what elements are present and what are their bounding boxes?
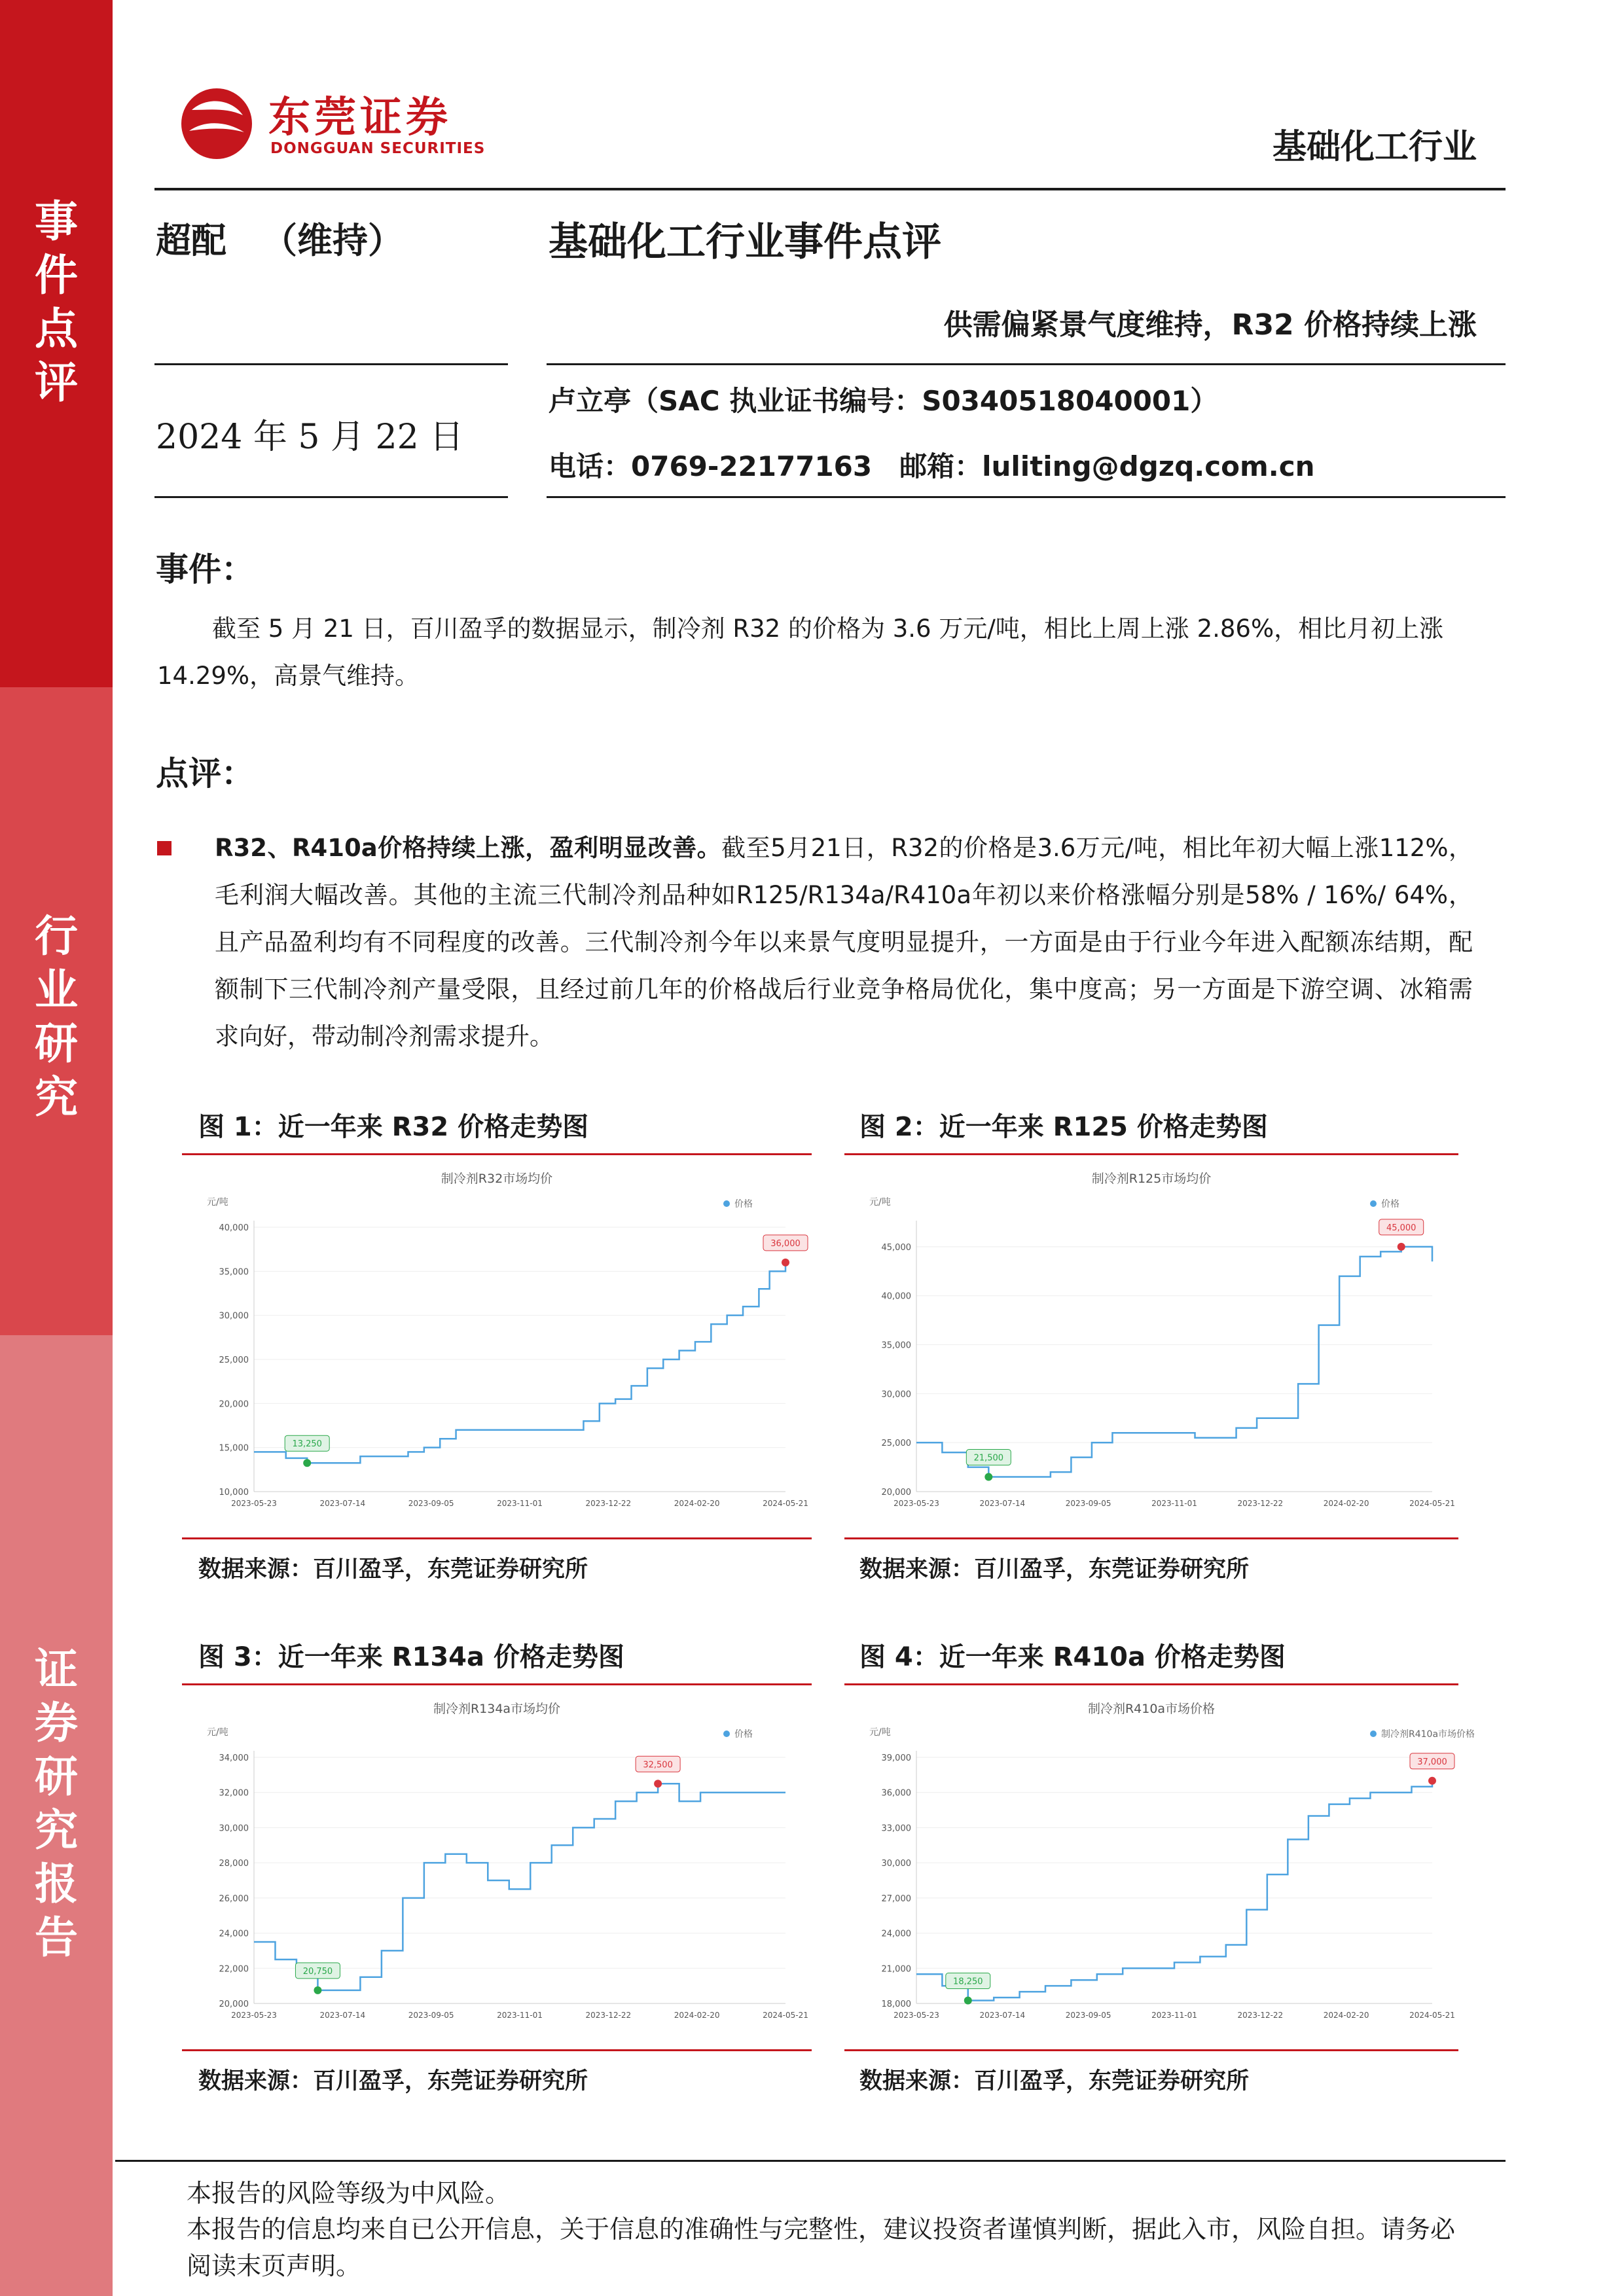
comment-text: 截至5月21日，R32的价格是3.6万元/吨，相比年初大幅上涨112%，毛利润大幅改善。其他的主流三代制冷剂品种如R125/R134a/R410a年初以来价格涨幅分别是58% / 16%/ 64%，且产品盈利均有不同程度的改善。三代制冷剂今年以来景气度明显提升，一方面是由于行业今年进入配额冻结期，配额制下三代制冷剂产量受限，且经过前几年的价格战后行业竞争格局优化，集中度高；另一方面是下游空调、冰箱需求向好，带动制冷剂需求提升。 [215, 834, 1473, 1050]
sidebar-block-securities-report [0, 1335, 113, 2296]
r134a-price-chart [182, 1685, 812, 2049]
y-tick-label: 30,000 [881, 1390, 911, 1400]
y-tick-label: 27,000 [881, 1893, 911, 1904]
x-tick-label: 2024-05-21 [763, 2011, 808, 2020]
footer-divider [115, 2160, 1506, 2162]
y-tick-label: 39,000 [881, 1753, 911, 1763]
figure-4-source: 数据来源：百川盈孚，东莞证券研究所 [859, 2068, 1250, 2094]
footer-disclaimer: 本报告的信息均来自已公开信息，关于信息的准确性与完整性，建议投资者谨慎判断，据此入市，风险自担。请务必阅读末页声明。 [187, 2215, 1456, 2280]
legend-label: 制冷剂R410a市场价格 [1381, 1729, 1475, 1740]
sidebar-char: 行 [35, 911, 78, 961]
x-tick-label: 2023-12-22 [1237, 1499, 1284, 1508]
report-subtitle: 供需偏紧景气度维持，R32 价格持续上涨 [943, 308, 1477, 342]
y-tick-label: 24,000 [219, 1929, 249, 1939]
sidebar-char: 研 [35, 1751, 78, 1802]
legend-marker [723, 1731, 730, 1737]
legend-marker [1370, 1200, 1377, 1207]
y-tick-label: 21,000 [881, 1964, 911, 1975]
low-point-marker [964, 1997, 972, 2005]
figure-3-source: 数据来源：百川盈孚，东莞证券研究所 [198, 2068, 588, 2094]
y-tick-label: 18,000 [881, 2000, 911, 2009]
rating-label: 超配 [156, 220, 226, 261]
brand-name-cn: 东莞证券 [268, 94, 452, 142]
x-tick-label: 2023-09-05 [408, 2011, 454, 2020]
report-date: 2024 年 5 月 22 日 [156, 418, 464, 457]
y-tick-label: 25,000 [881, 1439, 911, 1449]
high-point-label: 37,000 [1417, 1757, 1447, 1767]
brand-name-en: DONGGUAN SECURITIES [270, 140, 486, 157]
high-point-marker [1428, 1777, 1436, 1785]
x-tick-label: 2023-07-14 [319, 2011, 366, 2020]
x-tick-label: 2024-05-21 [763, 1499, 808, 1508]
sidebar-block-event-review [0, 0, 113, 687]
figure-2-source: 数据来源：百川盈孚，东莞证券研究所 [859, 1556, 1250, 1583]
comment-paragraph [215, 825, 1473, 1060]
r410a-price-chart [844, 1685, 1475, 2049]
x-tick-label: 2023-11-01 [1151, 1499, 1197, 1508]
low-point-label: 20,750 [302, 1966, 333, 1977]
y-tick-label: 15,000 [219, 1443, 249, 1454]
y-tick-label: 45,000 [881, 1242, 911, 1253]
date-top-divider [154, 363, 508, 365]
legend-label: 价格 [734, 1199, 753, 1210]
analyst-bottom-divider [547, 496, 1506, 498]
y-tick-label: 25,000 [219, 1355, 249, 1365]
r32-price-chart [182, 1155, 812, 1537]
chart-title: 制冷剂R125市场均价 [1091, 1172, 1212, 1186]
analyst-name: 卢立亭（SAC 执业证书编号：S0340518040001） [549, 385, 1218, 417]
low-point-label: 13,250 [292, 1439, 322, 1450]
bullet-square-icon [157, 841, 171, 855]
price-series-line [254, 1263, 785, 1463]
comment-bold-lead: R32、R410a价格持续上涨，盈利明显改善。 [215, 834, 722, 862]
sidebar-char: 评 [35, 357, 78, 408]
sidebar-char: 券 [35, 1698, 78, 1748]
sidebar-char: 证 [35, 1644, 78, 1695]
chart-title: 制冷剂R410a市场价格 [1087, 1702, 1216, 1716]
y-tick-label: 20,000 [219, 2000, 249, 2009]
x-tick-label: 2023-09-05 [408, 1499, 454, 1508]
sidebar-char: 研 [35, 1018, 78, 1069]
y-tick-label: 35,000 [881, 1340, 911, 1351]
x-tick-label: 2023-07-14 [979, 2011, 1026, 2020]
low-point-marker [303, 1459, 311, 1467]
figure-2-caption: 图 2：近一年来 R125 价格走势图 [859, 1112, 1268, 1142]
y-axis-unit: 元/吨 [207, 1727, 228, 1738]
industry-header: 基础化工行业 [1272, 128, 1477, 167]
comment-heading: 点评： [156, 755, 254, 793]
sidebar-block-industry-research [0, 687, 113, 1335]
footer-risk-level: 本报告的风险等级为中风险。 [187, 2179, 511, 2208]
x-tick-label: 2023-12-22 [585, 2011, 632, 2020]
figure-4-caption: 图 4：近一年来 R410a 价格走势图 [859, 1642, 1286, 1672]
analyst-contact: 电话：0769-22177163 邮箱：luliting@dgzq.com.cn [549, 450, 1315, 482]
y-tick-label: 26,000 [219, 1893, 249, 1904]
x-tick-label: 2024-02-20 [1323, 1499, 1369, 1508]
x-tick-label: 2023-09-05 [1065, 2011, 1111, 2020]
y-tick-label: 35,000 [219, 1267, 249, 1278]
legend-label: 价格 [734, 1729, 753, 1740]
high-point-label: 45,000 [1386, 1223, 1416, 1233]
report-title: 基础化工行业事件点评 [549, 219, 941, 265]
x-tick-label: 2024-02-20 [674, 1499, 720, 1508]
y-axis-unit: 元/吨 [869, 1197, 891, 1208]
sidebar-char: 业 [35, 965, 78, 1015]
header-divider [154, 188, 1506, 190]
y-tick-label: 30,000 [219, 1823, 249, 1834]
x-tick-label: 2023-12-22 [1237, 2011, 1284, 2020]
x-tick-label: 2023-07-14 [979, 1499, 1026, 1508]
figure-1-caption: 图 1：近一年来 R32 价格走势图 [198, 1112, 589, 1142]
y-axis-unit: 元/吨 [207, 1197, 228, 1208]
y-tick-label: 33,000 [881, 1823, 911, 1834]
figure-4-chart [844, 1683, 1475, 2051]
y-tick-label: 34,000 [219, 1753, 249, 1763]
legend-marker [723, 1200, 730, 1207]
y-tick-label: 36,000 [881, 1788, 911, 1799]
y-tick-label: 30,000 [219, 1311, 249, 1321]
high-point-label: 32,500 [643, 1760, 673, 1770]
y-tick-label: 30,000 [881, 1859, 911, 1869]
figure-2-chart [844, 1153, 1458, 1539]
price-series-line [916, 1781, 1432, 2001]
figure-1-source: 数据来源：百川盈孚，东莞证券研究所 [198, 1556, 588, 1583]
y-tick-label: 20,000 [881, 1488, 911, 1498]
date-bottom-divider [154, 496, 508, 498]
rating-status: （维持） [262, 220, 403, 261]
low-point-label: 21,500 [973, 1453, 1004, 1463]
y-tick-label: 32,000 [219, 1788, 249, 1799]
high-point-marker [1398, 1243, 1405, 1251]
x-tick-label: 2023-05-23 [893, 1499, 939, 1508]
x-tick-label: 2023-05-23 [231, 2011, 277, 2020]
analyst-top-divider [547, 363, 1506, 365]
legend-marker [1370, 1731, 1377, 1737]
x-tick-label: 2023-11-01 [497, 1499, 543, 1508]
sidebar-char: 件 [35, 250, 78, 300]
y-tick-label: 40,000 [219, 1223, 249, 1233]
brand-logo-icon [180, 84, 253, 164]
y-tick-label: 10,000 [219, 1488, 249, 1498]
sidebar-char: 告 [35, 1912, 78, 1963]
sidebar-char: 究 [35, 1805, 78, 1856]
sidebar-char: 点 [35, 304, 78, 354]
y-tick-label: 28,000 [219, 1859, 249, 1869]
figure-3-caption: 图 3：近一年来 R134a 价格走势图 [198, 1642, 624, 1672]
high-point-label: 36,000 [770, 1238, 801, 1249]
y-tick-label: 20,000 [219, 1399, 249, 1410]
y-axis-unit: 元/吨 [869, 1727, 891, 1738]
event-heading: 事件： [156, 550, 254, 588]
high-point-marker [782, 1259, 789, 1266]
figure-3-chart [182, 1683, 812, 2051]
x-tick-label: 2024-05-21 [1409, 2011, 1455, 2020]
x-tick-label: 2023-11-01 [497, 2011, 543, 2020]
y-tick-label: 40,000 [881, 1291, 911, 1302]
x-tick-label: 2023-05-23 [231, 1499, 277, 1508]
x-tick-label: 2023-07-14 [319, 1499, 366, 1508]
chart-title: 制冷剂R134a市场均价 [433, 1702, 561, 1716]
x-tick-label: 2023-12-22 [585, 1499, 632, 1508]
price-series-line [254, 1784, 785, 1990]
y-tick-label: 22,000 [219, 1964, 249, 1975]
x-tick-label: 2023-11-01 [1151, 2011, 1197, 2020]
x-tick-label: 2023-05-23 [893, 2011, 939, 2020]
sidebar-char: 究 [35, 1072, 78, 1122]
sidebar-char: 报 [35, 1859, 78, 1909]
sidebar-char: 事 [35, 196, 78, 247]
r125-price-chart [844, 1155, 1458, 1537]
low-point-label: 18,250 [953, 1977, 983, 1987]
y-tick-label: 24,000 [881, 1929, 911, 1939]
low-point-marker [314, 1986, 321, 1994]
high-point-marker [654, 1780, 662, 1787]
event-text: 截至 5 月 21 日，百川盈孚的数据显示，制冷剂 R32 的价格为 3.6 万元/吨，相比上周上涨 2.86%，相比月初上涨 14.29%，高景气维持。 [157, 615, 1444, 690]
x-tick-label: 2024-02-20 [1323, 2011, 1369, 2020]
chart-title: 制冷剂R32市场均价 [441, 1172, 553, 1186]
x-tick-label: 2024-02-20 [674, 2011, 720, 2020]
low-point-marker [984, 1473, 992, 1481]
legend-label: 价格 [1381, 1199, 1399, 1210]
figure-1-chart [182, 1153, 812, 1539]
brand-logo [180, 84, 253, 166]
x-tick-label: 2023-09-05 [1065, 1499, 1111, 1508]
x-tick-label: 2024-05-21 [1409, 1499, 1455, 1508]
